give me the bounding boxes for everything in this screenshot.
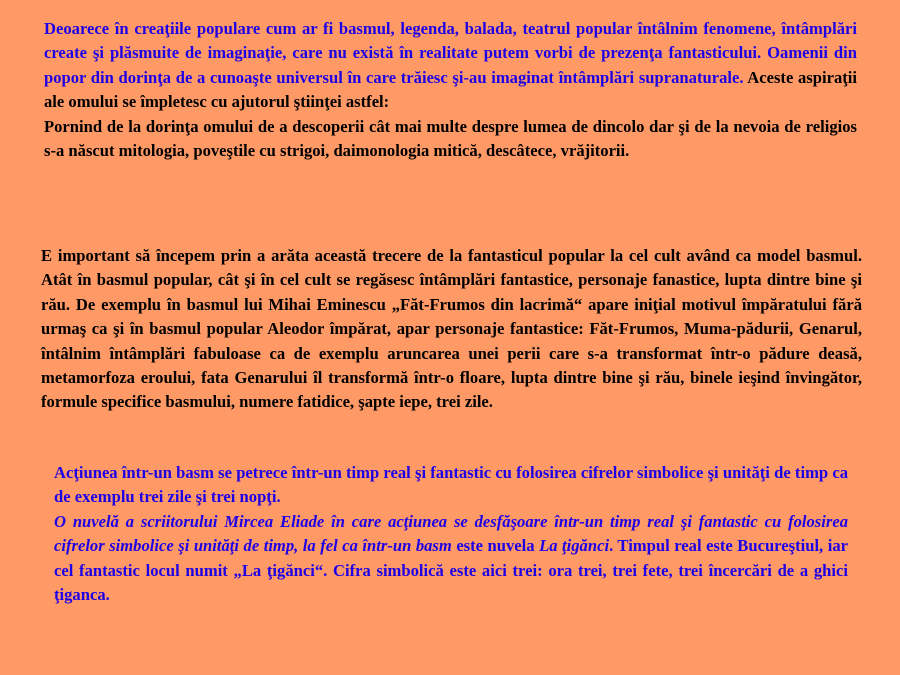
eliade-italic-intro: O nuvelă a scriitorului Mircea Eliade în care acţiunea se desfăşoare într-un timp real şi fantastic cu folosirea cifrelor simbolice şi unităţi de timp, la fel ca într-un basm bbox=[54, 511, 848, 556]
fairy-tale-text-block bbox=[41, 244, 862, 415]
intro-black-text: Aceste aspiraţii ale omului se împletesc cu ajutorul ştiinţei astfel: bbox=[44, 67, 857, 112]
novella-title: La ţigănci bbox=[539, 536, 610, 556]
mythology-paragraph: Pornind de la dorinţa omului de a descoperii cât mai multe despre lumea de dincolo dar şi de la nevoia de religios s-a născut mitologia, poveştile cu strigoi, daimonologia mitică, descâtece, vrăjitorii. bbox=[44, 116, 857, 161]
action-time-paragraph: Acţiunea într-un basm se petrece într-un timp real şi fantastic cu folosirea cifrelor simbolice şi unităţi de timp ca de exemplu trei zile şi trei nopţi. bbox=[54, 463, 848, 507]
eliade-text-connector: este nuvela bbox=[451, 536, 540, 556]
eliade-paragraph bbox=[54, 510, 848, 608]
eliade-text-conclusion: . Timpul real este Bucureştiul, iar cel fantastic locul numit „La ţigănci“. Cifra simbolică este aici trei: ora trei, trei fete, trei încercări de a ghici ţiganca. bbox=[54, 536, 848, 605]
intro-text-block bbox=[44, 17, 857, 163]
time-symbolism-text-block bbox=[54, 461, 848, 607]
intro-paragraph bbox=[44, 17, 857, 115]
fairy-tale-paragraph: E important să începem prin a arăta această trecere de la fantasticul popular la cel cult având ca model basmul. Atât în basmul popular, cât şi în cel cult se regăsesc întâmplări fantastice, personaje fanastice, lupta dintre bine şi rău. De exemplu în basmul lui Mihai Eminescu „Făt-Frumos din lacrimă“ apare iniţial motivul împăratului fără urmaş ca şi în basmul popular Aleodor împărat, apar personaje fantastice: Făt-Frumos, Muma-pădurii, Genarul, întâlnim întâmplări fabuloase ca de exemplu aruncarea unei perii care s-a transformat într-o pădure deasă, metamorfoza eroului, fata Genarului îl transformă într-o floare, lupta dintre bine şi rău, binele ieşind învingător, formule specifice basmului, numere fatidice, şapte iepe, trei zile. bbox=[41, 246, 862, 412]
intro-blue-text: Deoarece în creaţiile populare cum ar fi basmul, legenda, balada, teatrul popular întâlnim fenomene, întâmplări create şi plăsmuite de imaginaţie, care nu există în realitate putem vorbi de prezenţa fantasticului. Oamenii din popor din dorinţa de a cunoaşte universul în care trăiesc şi-au imaginat întâmplări supranaturale. bbox=[44, 19, 857, 87]
